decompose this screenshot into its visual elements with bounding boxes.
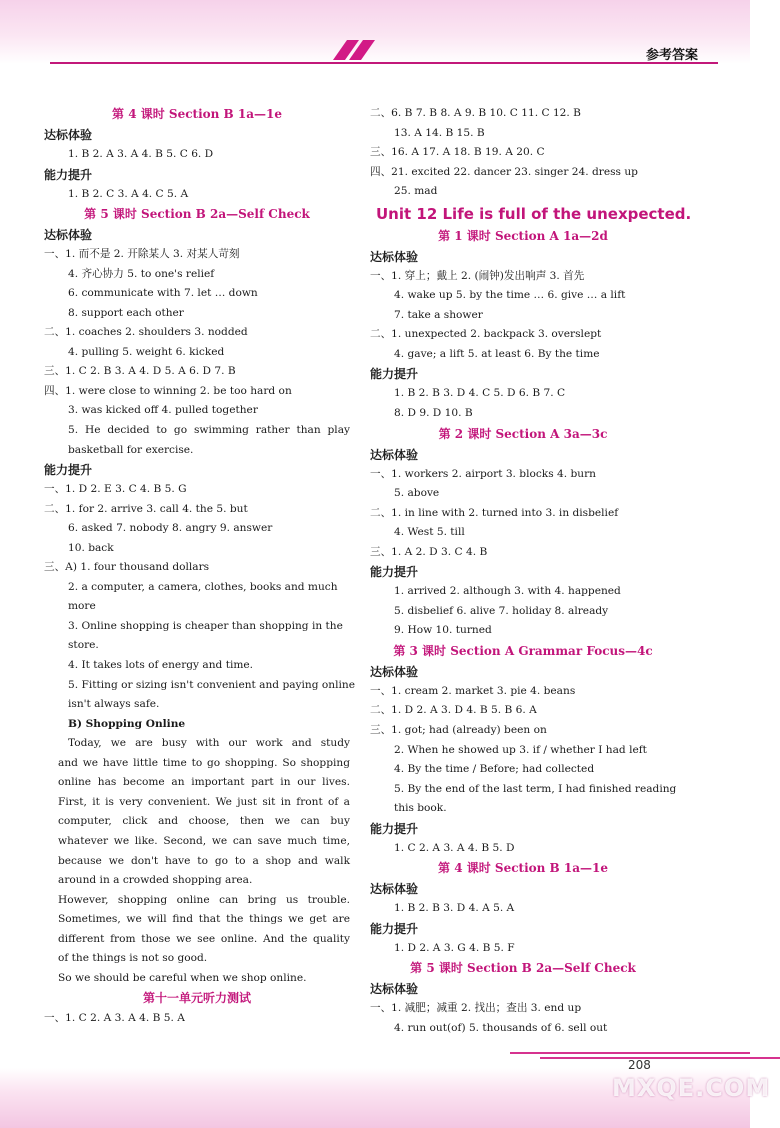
subsection-label: 能力提升 [370,921,419,936]
subsection-label: 能力提升 [370,565,419,580]
answer-line: 一、1. 减肥；减重 2. 找出；查出 3. end up [370,1002,582,1015]
answer-line: 1. D 2. A 3. G 4. B 5. F [394,941,515,954]
answer-line: 5. He decided to go swimming rather than play [68,424,350,437]
answer-line: 一、1. 穿上；戴上 2. (闹钟)发出响声 3. 首先 [370,269,585,282]
answer-line: B) Shopping Online [68,717,186,730]
section-heading: 第 2 课时 Section A 3a—3c [438,426,608,441]
answer-line: Sometimes, we will find that the things we get are [58,913,350,926]
answer-line: 3. Online shopping is cheaper than shopping in the [68,619,343,632]
answer-line: 二、1. D 2. A 3. D 4. B 5. B 6. A [370,704,537,717]
subsection-label: 能力提升 [370,821,419,836]
answer-line: 5. By the end of the last term, I had finished reading [394,782,677,795]
answer-line: of the things is not so good. [58,952,208,965]
answer-line: 4. pulling 5. weight 6. kicked [68,345,225,358]
answer-line: whatever we like. Second, we can save much time, [58,834,350,847]
section-heading: 第 4 课时 Section B 1a—1e [438,861,608,876]
header-rule [50,62,718,64]
subsection-label: 能力提升 [44,463,93,478]
answer-line: 三、1. got; had (already) been on [370,724,547,737]
answer-line: online has become an important part in our lives. [58,776,350,789]
answer-line: isn't always safe. [68,698,160,711]
answer-line: So we should be careful when we shop online. [58,971,307,984]
subsection-label: 达标体验 [44,228,93,243]
answer-line: However, shopping online can bring us trouble. [58,893,350,906]
answer-line: 8. support each other [68,306,184,319]
answer-line: 三、16. A 17. A 18. B 19. A 20. C [370,146,545,159]
subsection-label: 能力提升 [370,367,419,382]
answer-line: 3. was kicked off 4. pulled together [68,404,258,417]
answer-line: 四、21. excited 22. dancer 23. singer 24. dress up [370,165,638,178]
answer-line: 四、1. were close to winning 2. be too hard on [44,384,292,397]
answer-line: 6. communicate with 7. let … down [68,287,258,300]
watermark-logo: MXQE.COM [612,1074,771,1102]
answer-line: 6. asked 7. nobody 8. angry 9. answer [68,522,273,535]
subsection-label: 达标体验 [44,128,93,142]
answer-line: 一、1. C 2. A 3. A 4. B 5. A [44,1012,185,1025]
answer-line: 4. 齐心协力 5. to one's relief [68,267,215,280]
answer-line: 9. How 10. turned [394,624,492,637]
answer-line: because we don't have to go to a shop and walk [58,854,350,867]
answer-line: store. [68,639,99,652]
footer-rule [510,1052,750,1054]
answer-line: 4. It takes lots of energy and time. [68,659,254,672]
answer-line: 4. run out(of) 5. thousands of 6. sell out [394,1021,608,1034]
answer-line: different from those we see online. And the quality [58,932,350,945]
answer-line: 二、1. unexpected 2. backpack 3. overslept [370,328,602,341]
answer-line: 三、1. C 2. B 3. A 4. D 5. A 6. D 7. B [44,365,236,378]
answer-line: 8. D 9. D 10. B [394,407,473,420]
answer-line: 4. By the time / Before; had collected [394,763,595,776]
answer-line: 4. West 5. till [394,526,465,539]
answer-line: 1. B 2. B 3. D 4. A 5. A [394,902,515,915]
answer-line: basketball for exercise. [68,443,194,456]
answer-line: 三、1. A 2. D 3. C 4. B [370,545,488,558]
footer-rule [540,1057,780,1059]
answer-line: 一、1. cream 2. market 3. pie 4. beans [370,684,576,697]
answer-line: more [68,600,96,613]
section-heading: 第 5 课时 Section B 2a—Self Check [410,961,636,976]
unit-title: Unit 12 Life is full of the unexpected. [376,204,692,223]
section-heading: 第十一单元听力测试 [142,991,251,1006]
page-number: 208 [628,1058,651,1072]
answer-line: 1. B 2. B 3. D 4. C 5. D 6. B 7. C [394,387,566,400]
answer-line: 一、1. 而不是 2. 开除某人 3. 对某人苛刻 [44,248,240,261]
answer-line: this book. [394,802,447,815]
subsection-label: 能力提升 [44,167,93,182]
subsection-label: 达标体验 [370,664,419,679]
answer-line: 三、A) 1. four thousand dollars [44,561,210,574]
page-header-title: 参考答案 [646,48,699,63]
answer-line: and we have little time to go shopping. So shopping [58,756,350,769]
answer-line: 2. a computer, a camera, clothes, books and much [68,580,338,593]
subsection-label: 达标体验 [370,249,419,264]
answer-line: 1. B 2. C 3. A 4. C 5. A [68,187,189,200]
answer-line: around in a crowded shopping area. [58,874,253,887]
answer-line: 1. C 2. A 3. A 4. B 5. D [394,841,515,854]
answer-line: 1. arrived 2. although 3. with 4. happened [394,585,621,598]
answer-column-left [44,104,355,1029]
section-heading: 第 4 课时 Section B 1a—1e [112,107,282,121]
answer-line: 1. B 2. A 3. A 4. B 5. C 6. D [68,148,214,160]
answer-line: 一、1. workers 2. airport 3. blocks 4. burn [370,467,596,480]
answer-line: 5. Fitting or sizing isn't convenient and paying online [68,678,355,691]
answer-line: 7. take a shower [394,308,483,321]
subsection-label: 达标体验 [370,982,419,997]
answer-line: Today, we are busy with our work and study [68,737,350,750]
answer-line: 5. disbelief 6. alive 7. holiday 8. already [394,604,609,617]
subsection-label: 达标体验 [370,447,419,462]
answer-line: 25. mad [394,185,438,198]
answer-line: computer, click and choose, then we can buy [58,815,350,828]
answer-line: 2. When he showed up 3. if / whether I had left [394,743,647,756]
answer-line: 5. above [394,487,440,500]
answer-line: 13. A 14. B 15. B [394,126,485,139]
header-band [0,0,750,64]
answer-line: 二、6. B 7. B 8. A 9. B 10. C 11. C 12. B [370,107,581,119]
section-heading: 第 5 课时 Section B 2a—Self Check [84,207,310,222]
answer-line: 二、1. coaches 2. shoulders 3. nodded [44,326,248,339]
subsection-label: 达标体验 [370,882,419,897]
answer-line: First, it is very convenient. We just sit in front of a [58,795,350,808]
answer-line: 一、1. D 2. E 3. C 4. B 5. G [44,483,187,496]
section-heading: 第 1 课时 Section A 1a—2d [438,228,608,243]
answer-line: 二、1. in line with 2. turned into 3. in disbelief [370,506,619,519]
answer-line: 4. wake up 5. by the time … 6. give … a lift [394,289,626,302]
answer-line: 二、1. for 2. arrive 3. call 4. the 5. but [44,502,248,515]
answer-line: 4. gave; a lift 5. at least 6. By the time [394,347,600,360]
answer-line: 10. back [68,541,114,554]
answer-column-right [370,104,692,1039]
section-heading: 第 3 课时 Section A Grammar Focus—4c [393,643,653,658]
